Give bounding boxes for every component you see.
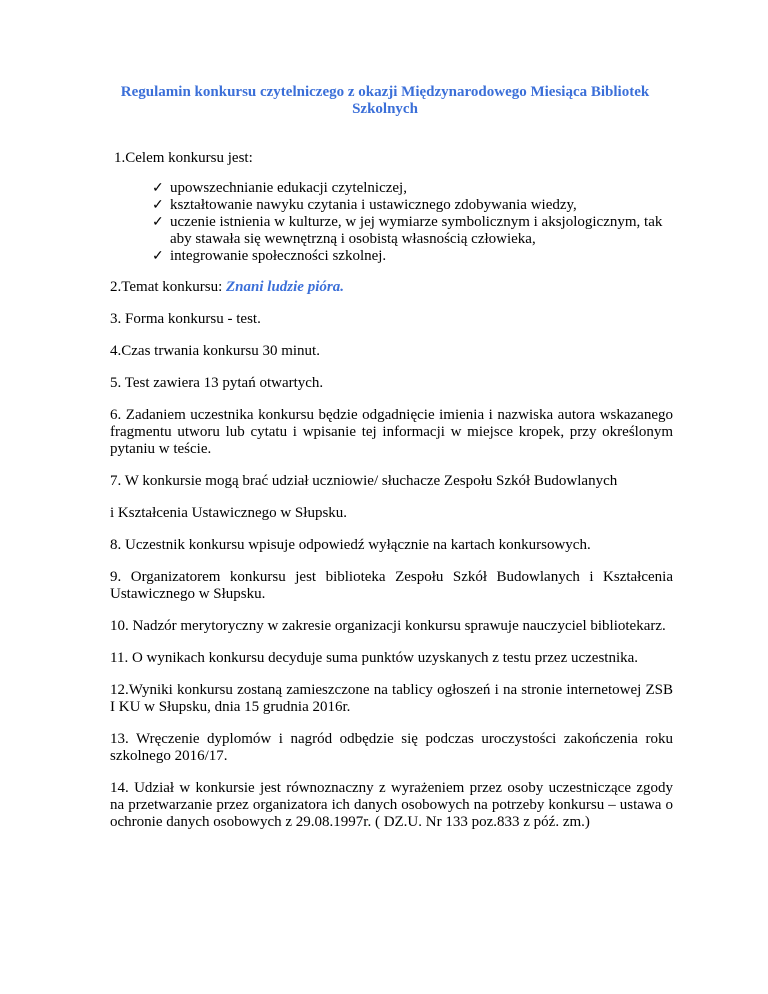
list-item-text: integrowanie społeczności szkolnej. [170,248,387,264]
paragraph-14: 14. Udział w konkursie jest równoznaczny z wyrażeniem przez osoby uczestniczące zgody na przetwarzanie przez organizatora ich danych osobowych na potrzeby konkursu – ustawa o ochronie danych osobowych z 29.08.1997r. ( DZ.U. Nr 133 poz.833 z póź. zm.) [110,780,673,830]
topic-name: Znani ludzie pióra. [226,279,344,295]
check-mark-icon: ✓ [152,181,164,196]
list-item-text: uczenie istnienia w kulturze, w jej wymiarze symbolicznym i aksjologicznym, tak aby stawała się wewnętrzną i osobistą własnością człowieka, [170,214,663,247]
list-item-text: upowszechnianie edukacji czytelniczej, [170,180,407,196]
goals-list [110,180,673,265]
paragraph-7: 7. W konkursie mogą brać udział uczniowie/ słuchacze Zespołu Szkół Budowlanych [110,473,618,489]
check-mark-icon: ✓ [152,198,164,213]
paragraph-7-continued: i Kształcenia Ustawicznego w Słupsku. [110,505,348,521]
paragraph-4: 4.Czas trwania konkursu 30 minut. [110,343,320,359]
paragraph-12: 12.Wyniki konkursu zostaną zamieszczone na tablicy ogłoszeń i na stronie internetowej ZSB I KU w Słupsku, dnia 15 grudnia 2016r. [110,682,673,715]
document-title: Regulamin konkursu czytelniczego z okazji Międzynarodowego Miesiąca Bibliotek Szkolnych [120,84,650,117]
paragraph-5: 5. Test zawiera 13 pytań otwartych. [110,375,324,391]
paragraph-9: 9. Organizatorem konkursu jest biblioteka Zespołu Szkół Budowlanych i Kształcenia Ustawicznego w Słupsku. [110,569,673,602]
paragraph-3: 3. Forma konkursu - test. [110,311,261,327]
paragraph-8: 8. Uczestnik konkursu wpisuje odpowiedź wyłącznie na kartach konkursowych. [110,537,591,553]
check-mark-icon: ✓ [152,215,164,230]
check-mark-icon: ✓ [152,249,164,264]
topic-paragraph [110,279,673,296]
goals-intro: 1.Celem konkursu jest: [114,150,253,166]
topic-label: 2.Temat konkursu: [110,279,227,295]
paragraph-6: 6. Zadaniem uczestnika konkursu będzie odgadnięcie imienia i nazwiska autora wskazanego fragmentu utworu lub cytatu i wpisanie tej informacji w miejsce kropek, przy określonym pytaniu w teście. [110,407,673,457]
paragraph-11: 11. O wynikach konkursu decyduje suma punktów uzyskanych z testu przez uczestnika. [110,650,639,666]
document-body [110,150,673,831]
list-item-text: kształtowanie nawyku czytania i ustawicznego zdobywania wiedzy, [170,197,577,213]
list-item [152,197,673,214]
paragraph-10: 10. Nadzór merytoryczny w zakresie organizacji konkursu sprawuje nauczyciel bibliotekarz. [110,618,666,634]
paragraph-13: 13. Wręczenie dyplomów i nagród odbędzie się podczas uroczystości zakończenia roku szkolnego 2016/17. [110,731,673,764]
list-item [152,248,673,265]
list-item [152,214,673,248]
list-item [152,180,673,197]
